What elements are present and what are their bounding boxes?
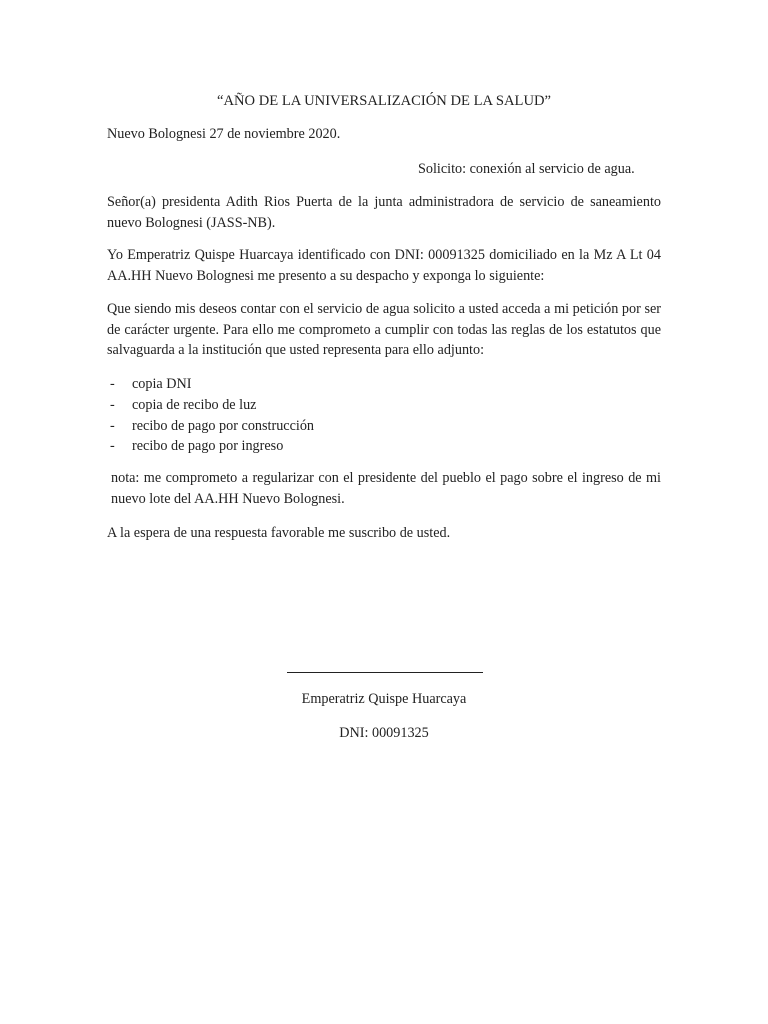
- list-item: [110, 374, 314, 395]
- list-item: [110, 416, 314, 437]
- document-title: “AÑO DE LA UNIVERSALIZACIÓN DE LA SALUD”: [217, 93, 551, 109]
- signer-name: Emperatriz Quispe Huarcaya: [301, 691, 467, 707]
- attachment-label: copia de recibo de luz: [132, 396, 257, 413]
- attachment-label: recibo de pago por ingreso: [132, 438, 284, 455]
- attachment-label: recibo de pago por construcción: [132, 417, 315, 434]
- addressee-paragraph: Señor(a) presidenta Adith Rios Puerta de la junta administradora de servicio de saneamiento nuevo Bolognesi (JASS-NB).: [107, 194, 661, 231]
- list-item: [110, 395, 314, 416]
- attachments-list: [110, 374, 314, 457]
- place-date: Nuevo Bolognesi 27 de noviembre 2020.: [107, 126, 341, 142]
- closing-line: A la espera de una respuesta favorable me suscribo de usted.: [107, 525, 451, 541]
- attachment-label: copia DNI: [132, 376, 192, 392]
- list-bullet: -: [110, 376, 115, 392]
- list-bullet: -: [110, 396, 115, 413]
- signature-line: [287, 672, 483, 673]
- introduction-paragraph: Yo Emperatriz Quispe Huarcaya identificado con DNI: 00091325 domiciliado en la Mz A Lt 04 AA.HH Nuevo Bolognesi me presento a su despacho y exponga lo siguiente:: [107, 247, 661, 284]
- request-paragraph: Que siendo mis deseos contar con el servicio de agua solicito a usted acceda a mi petición por ser de carácter urgente. Para ello me comprometo a cumplir con todas las reglas de los estatutos que salvaguarda a la institución que usted representa para ello adjunto:: [107, 301, 661, 358]
- signer-dni: DNI: 00091325: [339, 725, 429, 741]
- note-paragraph: nota: me comprometo a regularizar con el presidente del pueblo el pago sobre el ingreso de mi nuevo lote del AA.HH Nuevo Bolognesi.: [111, 470, 661, 507]
- list-bullet: -: [110, 438, 115, 455]
- list-bullet: -: [110, 417, 115, 434]
- list-item: [110, 436, 314, 457]
- subject-line: Solicito: conexión al servicio de agua.: [418, 161, 635, 177]
